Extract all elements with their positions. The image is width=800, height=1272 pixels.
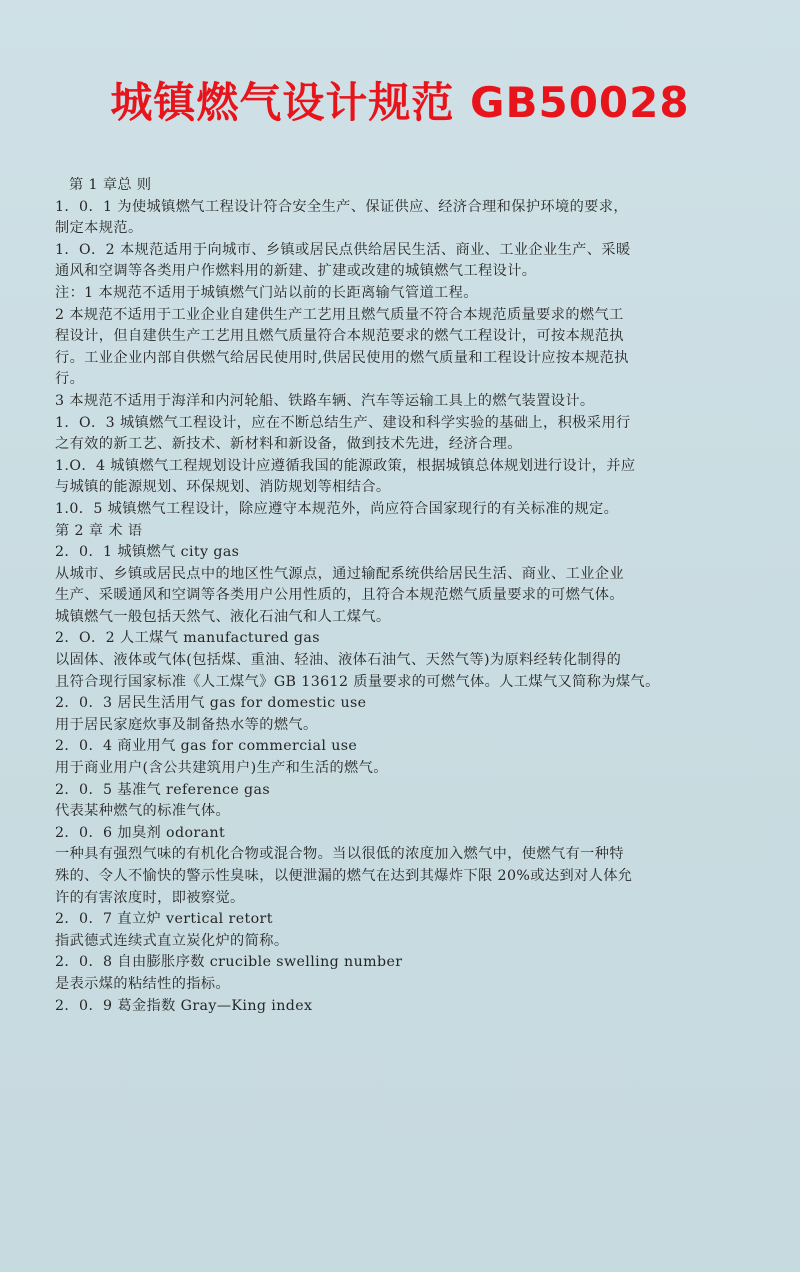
text-line: 行。 (55, 371, 85, 388)
text-line: 1.O．4 城镇燃气工程规划设计应遵循我国的能源政策，根据城镇总体规划进行设计，并应 (55, 457, 636, 474)
text-line: 与城镇的能源规划、环保规划、消防规划等相结合。 (55, 479, 391, 496)
text-line: 2．0．3 居民生活用气 gas for domestic use (55, 695, 367, 712)
text-line: 用于居民家庭炊事及制备热水等的燃气。 (55, 716, 318, 733)
text-line: 一种具有强烈气味的有机化合物或混合物。当以很低的浓度加入燃气中，使燃气有一种特 (55, 846, 624, 863)
text-line: 生产、采暖通风和空调等各类用户公用性质的，且符合本规范燃气质量要求的可燃气体。 (55, 587, 624, 604)
page-title: 城镇燃气设计规范 GB50028 (110, 78, 690, 127)
text-line: 3 本规范不适用于海洋和内河轮船、铁路车辆、汽车等运输工具上的燃气装置设计。 (55, 392, 595, 409)
text-line: 1.0．5 城镇燃气工程设计，除应遵守本规范外，尚应符合国家现行的有关标准的规定。 (55, 500, 619, 517)
text-line: 2．O．2 人工煤气 manufactured gas (55, 630, 320, 647)
text-line: 代表某种燃气的标准气体。 (55, 803, 231, 820)
text-line: 城镇燃气一般包括天然气、液化石油气和人工煤气。 (55, 608, 391, 625)
text-line: 行。工业企业内部自供燃气给居民使用时,供居民使用的燃气质量和工程设计应按本规范执 (55, 349, 629, 366)
text-line: 1．O．3 城镇燃气工程设计，应在不断总结生产、建设和科学实验的基础上，积极采用行 (55, 414, 631, 431)
text-line: 许的有害浓度时，即被察觉。 (55, 889, 245, 906)
text-line: 程设计，但自建供生产工艺用且燃气质量符合本规范要求的燃气工程设计，可按本规范执 (55, 328, 624, 345)
text-line: 用于商业用户(含公共建筑用户)生产和生活的燃气。 (55, 760, 388, 777)
text-line: 1．O．2 本规范适用于向城市、乡镇或居民点供给居民生活、商业、工业企业生产、采暖 (55, 241, 631, 258)
text-line: 2．0．1 城镇燃气 city gas (55, 544, 240, 561)
text-line: 2 本规范不适用于工业企业自建供生产工艺用且燃气质量不符合本规范质量要求的燃气工 (55, 306, 624, 323)
text-line: 2．0．5 基准气 reference gas (55, 781, 271, 798)
text-line: 从城市、乡镇或居民点中的地区性气源点，通过输配系统供给居民生活、商业、工业企业 (55, 565, 624, 582)
text-line: 2．0．4 商业用气 gas for commercial use (55, 738, 358, 755)
chapter-heading: 第 2 章 术 语 (55, 522, 143, 539)
text-line: 之有效的新工艺、新技术、新材料和新设备，做到技术先进，经济合理。 (55, 436, 522, 453)
text-line: 是表示煤的粘结性的指标。 (55, 975, 231, 992)
text-line: 指武德式连续式直立炭化炉的简称。 (55, 932, 289, 949)
text-line: 1．0．1 为使城镇燃气工程设计符合安全生产、保证供应、经济合理和保护环境的要求， (55, 198, 628, 215)
text-line: 2．0．8 自由膨胀序数 crucible swelling number (55, 954, 403, 971)
text-line: 通风和空调等各类用户作燃料用的新建、扩建或改建的城镇燃气工程设计。 (55, 263, 537, 280)
text-line: 以固体、液体或气体(包括煤、重油、轻油、液体石油气、天然气等)为原料经转化制得的 (55, 652, 622, 669)
text-line: 殊的、令人不愉快的警示性臭味，以便泄漏的燃气在达到其爆炸下限 20%或达到对人体允 (55, 868, 633, 884)
text-line: 且符合现行国家标准《人工煤气》GB 13612 质量要求的可燃气体。人工煤气又简称为煤气。 (55, 673, 660, 690)
text-line: 2．0．9 葛金指数 Gray—King index (55, 997, 313, 1014)
document-body (55, 175, 775, 1017)
chapter-heading: 第 1 章总 则 (69, 177, 152, 193)
text-line: 制定本规范。 (55, 220, 143, 237)
text-line: 注：1 本规范不适用于城镇燃气门站以前的长距离输气管道工程。 (55, 284, 478, 301)
text-line: 2．0．6 加臭剂 odorant (55, 824, 226, 841)
text-line: 2．0．7 直立炉 vertical retort (55, 911, 273, 928)
